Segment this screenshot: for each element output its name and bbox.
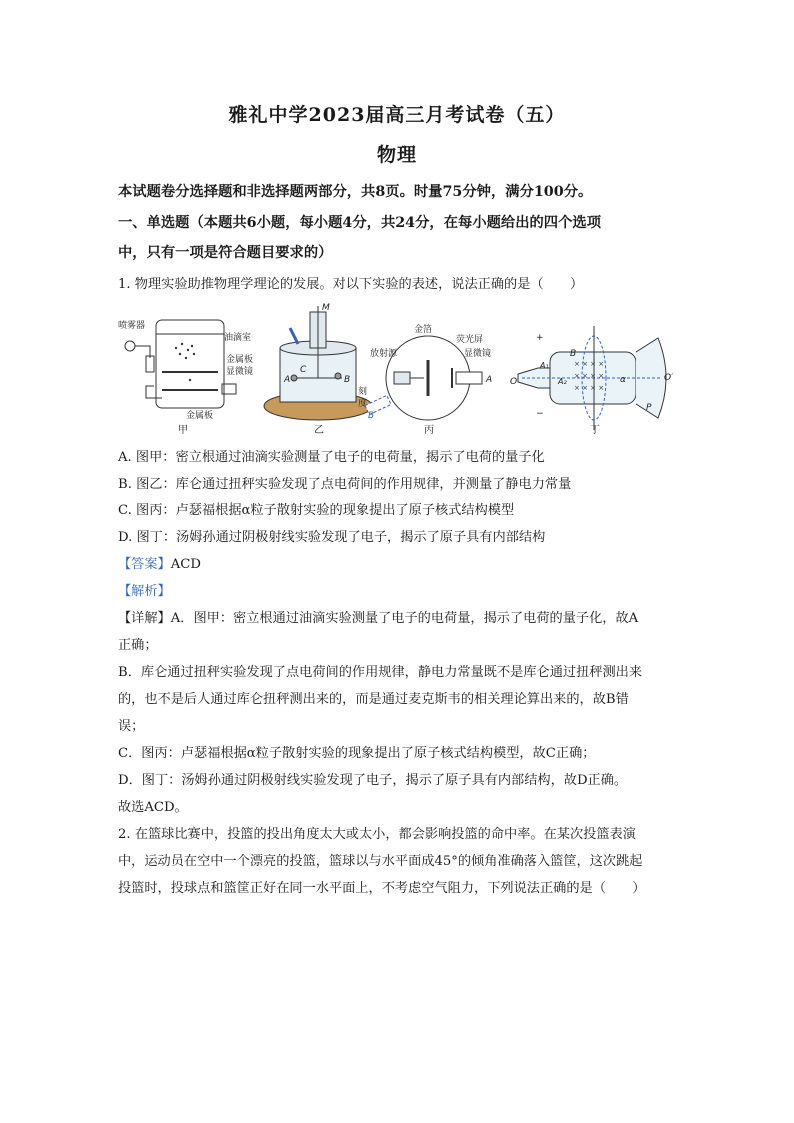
ball-b-shape (335, 373, 341, 379)
fig-yi-label-a: A (284, 375, 291, 385)
detail-line-2: 正确； (118, 638, 158, 653)
fig-ding-label-o-prime: O′ (664, 373, 674, 383)
fig-ding-label-alpha: α (620, 375, 626, 385)
fig-bing-label-3: 放射源 (370, 349, 398, 359)
fig-bing-label-4: 显微镜 (464, 349, 492, 359)
source-shape (394, 372, 410, 384)
field-crosses (574, 360, 604, 392)
detail-line-5: 误； (118, 719, 145, 734)
oil-chamber-shape (156, 320, 224, 408)
option-c: C. 图丙：卢瑟福根据α粒子散射实验的现象提出了原子核式结构模型 (118, 503, 515, 518)
subject-title: 物理 (376, 144, 417, 166)
fig-jia-label-2: 油滴室 (224, 333, 252, 343)
fig-ding-label-b: B (570, 349, 577, 359)
figure-jia (125, 320, 236, 408)
fig-jia-label-3: 金属板 (226, 355, 254, 365)
fig-bing-label-a: A (486, 375, 493, 385)
detail-line-4: 的，也不是后人通过库仑扭秤测出来的，而是通过麦克斯韦的相关理论算出来的，故B错 (118, 692, 629, 707)
svg-text:× × × ×: × × × × (574, 372, 605, 380)
section-heading-line-2: 中，只有一项是符合题目要求的） (118, 245, 333, 261)
fig-yi-caption: 乙 (314, 425, 324, 436)
svg-text:× × × ×: × × × × (574, 384, 605, 392)
exam-title: 雅礼中学2023届高三月考试卷（五） (228, 104, 566, 126)
fig-yi-label-c: C (300, 365, 307, 375)
detail-line-3: B．库仑通过扭秤实验发现了点电荷间的作用规律，静电力常量既不是库仑通过扭秤测出来 (118, 665, 642, 680)
microscope-a-shape (456, 372, 482, 384)
analysis-tag: 【解析】 (118, 584, 171, 599)
fig-ding-label-a1: A₁ (540, 361, 549, 370)
sprayer-bottle-shape (146, 356, 154, 372)
fig-ding-label-p: P (646, 403, 652, 413)
fig-jia-label-5: 金属板 (186, 411, 214, 421)
sprayer-bulb-shape (125, 341, 135, 351)
detail-line-6: C．图丙：卢瑟福根据α粒子散射实验的现象提出了原子核式结构模型，故C正确； (118, 746, 596, 761)
fig-bing-caption: 丙 (424, 425, 434, 436)
option-d: D. 图丁：汤姆孙通过阴极射线实验发现了电子，揭示了原子具有内部结构 (118, 530, 546, 545)
answer-value: ACD (170, 557, 201, 572)
detail-tag: 【详解】 (118, 611, 171, 626)
question-1-figures (118, 298, 678, 438)
battery-wire-shape (146, 386, 162, 398)
side-rod-shape (290, 328, 298, 344)
fig-jia-label-1: 喷雾器 (118, 321, 146, 331)
detail-line-7: D．图丁：汤姆孙通过阴极射线实验发现了电子，揭示了原子具有内部结构，故D正确。 (118, 773, 628, 788)
question-1-stem: 1. 物理实验助推物理学理论的发展。对以下实验的表述，说法正确的是（ ） (118, 277, 584, 292)
option-b: B. 图乙：库仑通过扭秤实验发现了点电荷间的作用规律，并测量了静电力常量 (118, 477, 572, 492)
fig-bing-label-b: B (368, 411, 375, 421)
fig-ding-caption: 丁 (590, 425, 600, 436)
fig-bing-label-2: 荧光屏 (456, 335, 484, 345)
section-heading-line-1: 一、单选题（本题共6小题，每小题4分，共24分，在每小题给出的四个选项 (118, 215, 601, 231)
fig-jia-label-4: 显微镜 (226, 367, 254, 377)
question-2-line-2: 中，运动员在空中一个漂亮的投篮，篮球以与水平面成45°的倾角准确落入篮筐，这次跳起 (118, 854, 643, 869)
fig-yi-label-ke: 刻 (358, 387, 368, 397)
detail-row-1 (118, 607, 678, 626)
figure-yi (264, 306, 375, 421)
exam-intro: 本试题卷分选择题和非选择题两部分，共8页。时量75分钟，满分100分。 (118, 184, 593, 200)
fig-ding-label-plus: + (536, 333, 544, 343)
fig-ding-label-a2: A₂ (558, 377, 567, 386)
answer-row (118, 553, 678, 572)
question-2-line-1: 2. 在篮球比赛中，投篮的投出角度太大或太小，都会影响投篮的命中率。在某次投篮表演 (118, 827, 636, 842)
fig-ding-label-o: O (510, 377, 518, 387)
svg-text:× × × ×: × × × × (574, 360, 605, 368)
fig-yi-label-b: B (344, 375, 351, 385)
detail-line-1: A．图甲：密立根通过油滴实验测量了电子的电荷量，揭示了电荷的量子化，故A (170, 611, 639, 626)
option-a: A. 图甲：密立根通过油滴实验测量了电子的电荷量，揭示了电荷的量子化 (118, 450, 545, 465)
fig-yi-label-m: M (322, 303, 330, 313)
oil-drops (175, 343, 195, 381)
question-2-line-3: 投篮时，投球点和篮筐正好在同一水平面上，不考虑空气阻力，下列说法正确的是（ ） (118, 881, 646, 896)
fig-ding-label-minus: − (536, 409, 544, 419)
ball-a-shape (291, 375, 297, 381)
fig-jia-caption: 甲 (178, 425, 188, 436)
fig-bing-label-1: 金箔 (414, 325, 433, 335)
detail-line-8: 故选ACD。 (118, 800, 188, 815)
answer-tag: 【答案】 (118, 557, 171, 572)
fig-yi-label-du: 度 (358, 399, 368, 409)
